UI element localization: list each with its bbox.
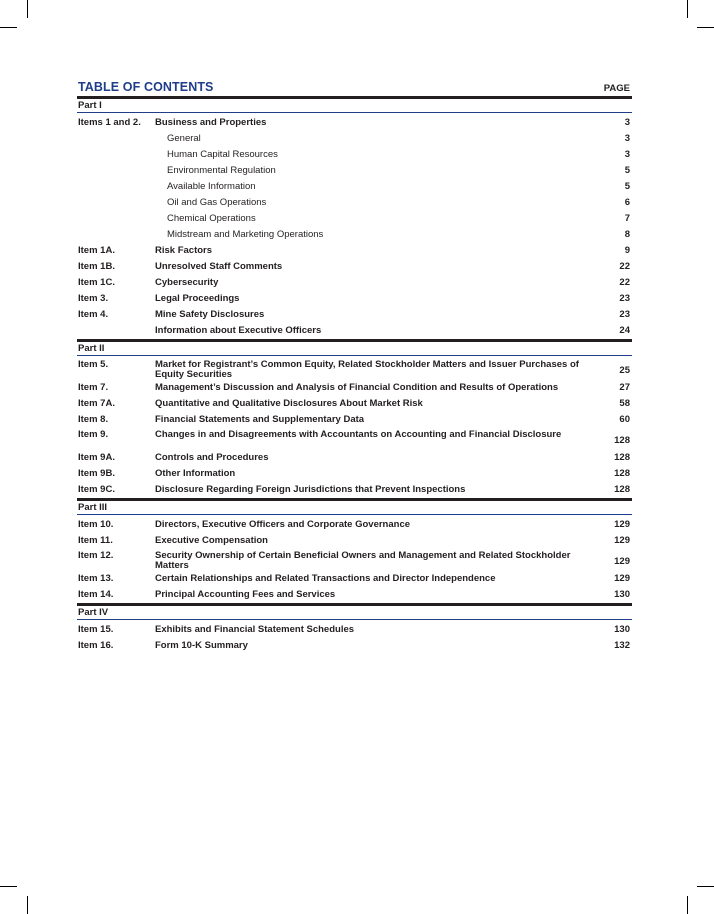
item-title-link[interactable]: Security Ownership of Certain Beneficial Owners and Management and Related Stockholder Matters xyxy=(155,550,571,571)
item-page-number[interactable]: 24 xyxy=(619,325,630,336)
item-title-link[interactable]: Environmental Regulation xyxy=(167,165,276,176)
toc-subentry[interactable] xyxy=(77,131,632,147)
item-title-link[interactable]: Controls and Procedures xyxy=(155,452,269,463)
item-page-number[interactable]: 129 xyxy=(614,556,630,567)
part-label: Part III xyxy=(78,502,108,513)
crop-mark-bottom-left-horizontal xyxy=(0,886,17,887)
toc-part-section xyxy=(77,339,632,498)
toc-header xyxy=(77,80,632,96)
item-number: Item 4. xyxy=(78,309,109,320)
item-title-link[interactable]: Oil and Gas Operations xyxy=(167,197,267,208)
crop-mark-top-right-horizontal xyxy=(697,27,714,28)
toc-entry[interactable] xyxy=(77,638,632,654)
item-page-number[interactable]: 58 xyxy=(619,398,630,409)
toc-entry[interactable] xyxy=(77,291,632,307)
toc-entry[interactable] xyxy=(77,428,632,450)
item-number: Item 5. xyxy=(78,359,109,370)
part-label: Part IV xyxy=(78,607,109,618)
item-page-number[interactable]: 128 xyxy=(614,484,630,495)
item-title-link[interactable]: Directors, Executive Officers and Corporate Governance xyxy=(155,519,411,530)
item-number: Items 1 and 2. xyxy=(78,117,141,128)
item-page-number[interactable]: 8 xyxy=(624,229,630,240)
item-page-number[interactable]: 5 xyxy=(624,181,630,192)
item-page-number[interactable]: 129 xyxy=(614,535,630,546)
toc-entry[interactable] xyxy=(77,587,632,603)
item-page-number[interactable]: 5 xyxy=(624,165,630,176)
toc-entry[interactable] xyxy=(77,396,632,412)
item-page-number[interactable]: 23 xyxy=(619,309,630,320)
toc-entry[interactable] xyxy=(77,275,632,291)
item-page-number[interactable]: 22 xyxy=(619,277,630,288)
item-title-link[interactable]: Form 10-K Summary xyxy=(155,640,248,651)
item-number: Item 15. xyxy=(78,624,114,635)
toc-entry[interactable] xyxy=(77,307,632,323)
item-page-number[interactable]: 130 xyxy=(614,624,630,635)
item-title-link[interactable]: Human Capital Resources xyxy=(167,149,278,160)
item-page-number[interactable]: 128 xyxy=(614,468,630,479)
item-title-link[interactable]: Risk Factors xyxy=(155,245,213,256)
item-title-link[interactable]: Chemical Operations xyxy=(167,213,256,224)
toc-entry[interactable] xyxy=(77,412,632,428)
toc-part-section xyxy=(77,96,632,339)
toc-entry[interactable] xyxy=(77,323,632,339)
item-number: Item 9. xyxy=(78,429,109,440)
item-number: Item 13. xyxy=(78,573,114,584)
toc-entry[interactable] xyxy=(77,533,632,549)
item-page-number[interactable]: 9 xyxy=(624,245,630,256)
item-title-link[interactable]: Certain Relationships and Related Transactions and Director Independence xyxy=(155,573,496,584)
item-title-link[interactable]: Legal Proceedings xyxy=(155,293,240,304)
part-underline-rule xyxy=(77,619,632,620)
part-label: Part II xyxy=(78,343,105,354)
toc-subentry[interactable] xyxy=(77,211,632,227)
toc-part-section xyxy=(77,603,632,654)
item-title-link[interactable]: Changes in and Disagreements with Accountants on Accounting and Financial Disclosure xyxy=(155,429,562,440)
toc-entry[interactable] xyxy=(77,358,632,380)
item-page-number[interactable]: 129 xyxy=(614,573,630,584)
item-number: Item 14. xyxy=(78,589,114,600)
page-column-label: PAGE xyxy=(603,83,630,94)
item-number: Item 9C. xyxy=(78,484,115,495)
toc-title: TABLE OF CONTENTS xyxy=(78,80,214,94)
crop-mark-top-left-vertical xyxy=(27,0,28,18)
item-number: Item 9B. xyxy=(78,468,115,479)
item-page-number[interactable]: 132 xyxy=(614,640,630,651)
crop-mark-bottom-right-vertical xyxy=(687,896,688,914)
item-number: Item 1B. xyxy=(78,261,115,272)
item-title-link[interactable]: Financial Statements and Supplementary Data xyxy=(155,414,365,425)
toc-entry[interactable] xyxy=(77,482,632,498)
item-page-number[interactable]: 128 xyxy=(614,435,630,446)
item-page-number[interactable]: 129 xyxy=(614,519,630,530)
item-number: Item 10. xyxy=(78,519,114,530)
toc-parts xyxy=(77,96,632,654)
item-number: Item 16. xyxy=(78,640,114,651)
item-page-number[interactable]: 7 xyxy=(624,213,630,224)
item-page-number[interactable]: 3 xyxy=(624,117,630,128)
item-page-number[interactable]: 130 xyxy=(614,589,630,600)
toc-subentry[interactable] xyxy=(77,179,632,195)
toc-entry[interactable] xyxy=(77,115,632,131)
item-title-link[interactable]: Exhibits and Financial Statement Schedules xyxy=(155,624,355,635)
crop-mark-bottom-right-horizontal xyxy=(697,886,714,887)
toc-subentry[interactable] xyxy=(77,195,632,211)
item-number: Item 1A. xyxy=(78,245,115,256)
item-title-link[interactable]: Principal Accounting Fees and Services xyxy=(155,589,336,600)
item-title-link[interactable]: Available Information xyxy=(167,181,256,192)
toc-entry[interactable] xyxy=(77,571,632,587)
item-number: Item 9A. xyxy=(78,452,115,463)
item-page-number[interactable]: 27 xyxy=(619,382,630,393)
item-title-link[interactable]: Executive Compensation xyxy=(155,535,268,546)
toc-entry[interactable] xyxy=(77,259,632,275)
part-underline-rule xyxy=(77,514,632,515)
item-page-number[interactable]: 3 xyxy=(624,149,630,160)
item-title-link[interactable]: Unresolved Staff Comments xyxy=(155,261,283,272)
item-page-number[interactable]: 23 xyxy=(619,293,630,304)
crop-mark-bottom-left-vertical xyxy=(27,896,28,914)
toc-entry[interactable] xyxy=(77,466,632,482)
item-page-number[interactable]: 6 xyxy=(624,197,630,208)
item-page-number[interactable]: 25 xyxy=(619,365,630,376)
item-number: Item 12. xyxy=(78,550,114,561)
toc-entry[interactable] xyxy=(77,450,632,466)
toc-entry[interactable] xyxy=(77,549,632,571)
toc-subentry[interactable] xyxy=(77,147,632,163)
toc-entry[interactable] xyxy=(77,517,632,533)
item-number: Item 11. xyxy=(78,535,113,546)
toc-entry[interactable] xyxy=(77,380,632,396)
item-title-link[interactable]: Cybersecurity xyxy=(155,277,219,288)
item-number: Item 1C. xyxy=(78,277,115,288)
item-number: Item 7. xyxy=(78,382,109,393)
table-of-contents xyxy=(77,80,632,654)
item-title-link[interactable]: Disclosure Regarding Foreign Jurisdictions that Prevent Inspections xyxy=(155,484,466,495)
item-title-link[interactable]: Other Information xyxy=(155,468,236,479)
crop-mark-top-left-horizontal xyxy=(0,27,17,28)
crop-mark-top-right-vertical xyxy=(687,0,688,18)
item-title-link[interactable]: Market for Registrant’s Common Equity, Related Stockholder Matters and Issuer Purchases of Equity Securities xyxy=(155,359,579,380)
item-title-link[interactable]: General xyxy=(167,133,201,144)
toc-subentry[interactable] xyxy=(77,163,632,179)
item-title-link[interactable]: Midstream and Marketing Operations xyxy=(167,229,324,240)
toc-entry[interactable] xyxy=(77,622,632,638)
item-page-number[interactable]: 22 xyxy=(619,261,630,272)
part-underline-rule xyxy=(77,112,632,113)
item-title-link[interactable]: Quantitative and Qualitative Disclosures About Market Risk xyxy=(155,398,423,409)
item-title-link[interactable]: Business and Properties xyxy=(155,117,267,128)
item-title-link[interactable]: Information about Executive Officers xyxy=(155,325,322,336)
item-page-number[interactable]: 128 xyxy=(614,452,630,463)
toc-part-section xyxy=(77,498,632,603)
item-number: Item 7A. xyxy=(78,398,115,409)
item-number: Item 3. xyxy=(78,293,109,304)
item-page-number[interactable]: 60 xyxy=(619,414,630,425)
item-number: Item 8. xyxy=(78,414,109,425)
part-underline-rule xyxy=(77,355,632,356)
toc-entry[interactable] xyxy=(77,243,632,259)
toc-subentry[interactable] xyxy=(77,227,632,243)
item-page-number[interactable]: 3 xyxy=(624,133,630,144)
item-title-link[interactable]: Management’s Discussion and Analysis of Financial Condition and Results of Operations xyxy=(155,382,559,393)
part-label: Part I xyxy=(78,100,102,111)
item-title-link[interactable]: Mine Safety Disclosures xyxy=(155,309,265,320)
